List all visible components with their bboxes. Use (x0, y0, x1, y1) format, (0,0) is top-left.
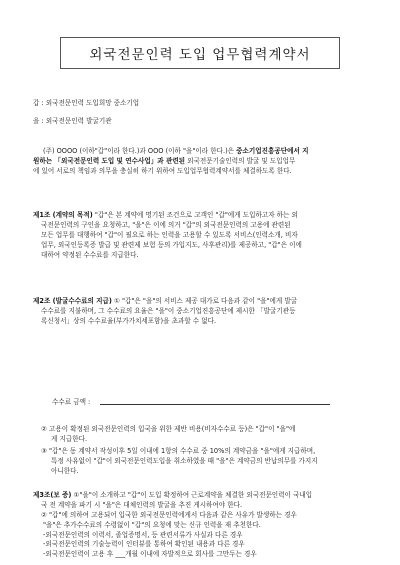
article-2-line: 수수료를 지불하며, 그 수수료의 요율은 "을"이 중소기업진흥공단에 제시한 「발굴기관등 (41, 306, 296, 315)
article-3-line: -외국전문인력의 이력서, 졸업증명서, 등 관련서류가 사실과 다른 경우 (43, 530, 243, 539)
article-1-line: 업무, 외국인등록증 발급 및 관련제 보험 등의 가입지도, 사후관리)를 제공하고, "갑"은 이에 (41, 240, 302, 249)
fee-amount-blank (100, 404, 330, 405)
article-1-text: "갑"은 본 계약에 명기된 조건으로 고객인 "갑"에게 도입하고자 하는 외 (92, 211, 298, 219)
article-3 (33, 491, 378, 560)
article-2-item-3 (41, 447, 376, 477)
article-1-line: 모든 업무를 대행하여 "갑"이 필요로 하는 인력을 고용할 수 있도록 서비스(인력소개, 비자 (41, 230, 298, 239)
article-2-text: ① "갑"은 "을"의 서비스 제공 대가로 다음과 같이 "을"에게 발굴 (111, 297, 298, 305)
article-3-line: "을"은 추가수수료의 수령없이 "갑"의 요청에 맞는 신규 인력을 재 추천한다. (43, 520, 261, 529)
article-2-line: 록신청서」상의 수수료율(부가가치세포함)을 초과할 수 없다. (41, 316, 217, 325)
party-a-line: 갑 : 외국전문인력 도입희망 중소기업 (33, 99, 140, 107)
article-2-item-3-line: 특정 사유없이 "갑"이 외국전문인력도입을 취소하였을 때 "을"은 계약금의 반납의무를 가지지 (51, 456, 318, 465)
article-3-line: ② "갑"에 의하여 고용되어 입국한 외국전문인력에게서 다음과 같은 사유가 발생하는 경우 (41, 510, 297, 519)
article-1-line: 국전문인력의 구인을 요청하고, "을"은 이에 의거 "갑"의 외국전문인력의 고용에 관련된 (41, 220, 291, 229)
preamble-line-3: 에 있어 서로의 책임과 의무을 충실히 하기 위하여 도입업무협력계약서를 체결하도록 한다. (33, 166, 292, 175)
preamble-text: 외국전문기술인력의 발굴 및 도입업무 (185, 156, 296, 165)
article-1-line: 대하여 약정된 수수료를 지급한다. (41, 250, 139, 259)
article-3-line: -외국전문인력이 고용 후 ___개월 이내에 자발적으로 회사를 그만두는 경우 (43, 550, 257, 559)
party-b-line: 을 : 외국전문인력 발굴기관 (33, 117, 112, 125)
article-2-line (33, 297, 373, 307)
article-3-line (33, 491, 378, 501)
fee-amount-label: 수수료 금액 : (52, 398, 91, 406)
preamble-bold: 원하는 「외국전문인력 도입 및 연수사업」과 관련된 (33, 156, 186, 165)
article-2-item-2-line: ② 고용이 확정된 외국전문인력의 입국을 위한 제반 비용(비자수수료 등)은 "갑"이 "을"에 (41, 425, 296, 433)
preamble-line-1 (33, 147, 373, 157)
article-3-text: ①"을"이 소개하고 "갑"이 도입 확정하여 근로계약을 체결한 외국전문인력이 국내입 (71, 491, 313, 499)
article-2-item-3-line: ③ "갑"은 동 계약서 작성이후 5일 이내에 1항의 수수료 중 10%의 계약금을 "을"에게 지급하며, (41, 447, 316, 455)
article-1 (33, 211, 373, 260)
preamble-line-2 (33, 157, 373, 167)
document-title: 외국전문인력 도입 업무협력계약서 (60, 37, 340, 69)
article-2-heading: 제2조 (발굴수수료의 지급) (33, 297, 112, 305)
article-2 (33, 297, 373, 327)
preamble-bold: 중소기업진흥공단에서 지 (236, 147, 309, 155)
preamble (33, 147, 373, 177)
article-1-heading: 제1조 (계약의 목적) (33, 211, 93, 219)
article-2-item-3-line: 아니한다. (51, 466, 79, 475)
article-3-line: 국 전 계약을 파기 시 "을"은 대체인력의 발굴을 추진 게시하여야 한다. (41, 500, 243, 509)
article-3-line: -외국전문인력의 기술능력이 인터뷰를 통하여 확인된 내용과 다른 경우 (43, 540, 245, 549)
preamble-text: (주) OOOO (이하"갑"이라 한다.)과 OOO (이하 "을"이라 한다.)은 (43, 147, 237, 155)
article-2-item-2-line: 게 지급한다. (51, 434, 88, 443)
article-1-line (33, 211, 373, 221)
article-3-heading: 제3조(보 증) (33, 491, 72, 499)
article-2-item-2 (41, 425, 376, 445)
